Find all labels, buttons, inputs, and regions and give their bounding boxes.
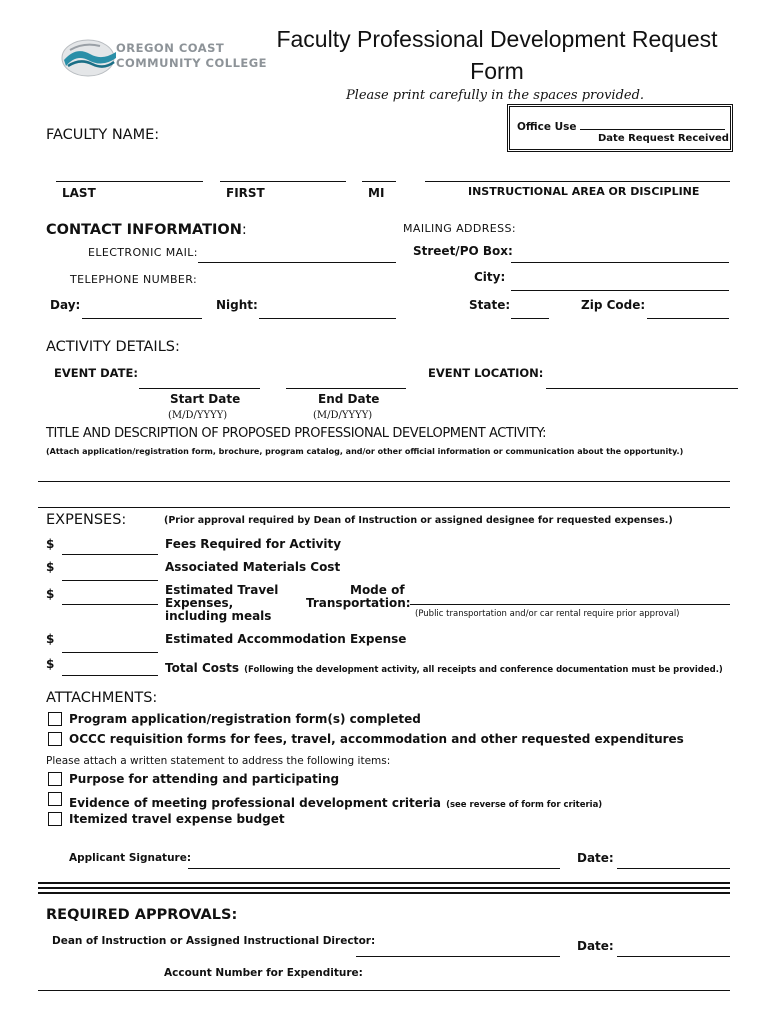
- travel-label-1: Estimated Travel: [165, 583, 279, 597]
- attachment-item-1: Program application/registration form(s) completed: [69, 712, 421, 726]
- state-field[interactable]: [511, 318, 549, 319]
- end-date-format: (M/D/YYYY): [313, 410, 373, 421]
- wave-logo-icon: [60, 36, 120, 80]
- start-date-format: (M/D/YYYY): [168, 410, 228, 421]
- attachment-item-4: [69, 792, 602, 811]
- contact-heading-text: CONTACT INFORMATION: [46, 222, 242, 238]
- section-divider-mid: [38, 887, 730, 889]
- instructional-area-label: INSTRUCTIONAL AREA OR DISCIPLINE: [468, 185, 700, 198]
- travel-label-2: Expenses,: [165, 596, 234, 610]
- attachments-heading: ATTACHMENTS:: [46, 690, 158, 706]
- approval-date-field[interactable]: [617, 956, 730, 957]
- description-line-1[interactable]: [38, 481, 730, 482]
- city-field[interactable]: [511, 290, 729, 291]
- end-date-label: End Date: [318, 392, 380, 406]
- last-name-field[interactable]: [56, 181, 203, 182]
- checkbox-program-application[interactable]: [48, 712, 62, 726]
- faculty-name-label: FACULTY NAME:: [46, 127, 160, 143]
- total-amount-field[interactable]: [62, 675, 158, 676]
- last-label: LAST: [62, 186, 96, 200]
- mode-label-1: Mode of: [350, 583, 405, 597]
- activity-details-heading: ACTIVITY DETAILS:: [46, 339, 180, 355]
- street-label: Street/PO Box:: [413, 244, 513, 258]
- currency-fees: $: [46, 537, 55, 551]
- end-date-field[interactable]: [286, 388, 406, 389]
- account-number-label: Account Number for Expenditure:: [164, 967, 363, 979]
- total-costs-text: Total Costs: [165, 661, 240, 675]
- checkbox-requisition-forms[interactable]: [48, 732, 62, 746]
- mi-label: MI: [368, 186, 385, 200]
- materials-amount-field[interactable]: [62, 580, 158, 581]
- event-location-field[interactable]: [546, 388, 738, 389]
- attachment-item-4-text: Evidence of meeting professional development criteria: [69, 796, 441, 810]
- total-costs-label: [165, 657, 723, 676]
- checkbox-travel-budget[interactable]: [48, 812, 62, 826]
- zip-code-field[interactable]: [647, 318, 729, 319]
- attachment-item-3: Purpose for attending and participating: [69, 772, 340, 786]
- applicant-date-label: Date:: [577, 851, 614, 865]
- expenses-note: (Prior approval required by Dean of Instruction or assigned designee for requested expenses.): [164, 515, 673, 526]
- contact-information-heading: [46, 222, 247, 238]
- checkbox-evidence-criteria[interactable]: [48, 792, 62, 806]
- travel-amount-field[interactable]: [62, 604, 158, 605]
- zip-code-label: Zip Code:: [581, 298, 646, 312]
- attach-note: (Attach application/registration form, brochure, program catalog, and/or other official information or communication about the opportunity.): [46, 447, 684, 456]
- office-use-box: [507, 104, 733, 152]
- attachment-item-2: OCCC requisition forms for fees, travel, accommodation and other requested expenditures: [69, 732, 684, 746]
- dean-label: Dean of Instruction or Assigned Instructional Director:: [52, 935, 376, 947]
- office-use-label: Office Use: [517, 121, 577, 133]
- college-name-line2: COMMUNITY COLLEGE: [116, 56, 268, 70]
- required-approvals-heading: REQUIRED APPROVALS:: [46, 907, 238, 923]
- night-phone-field[interactable]: [259, 318, 396, 319]
- title-description-label: TITLE AND DESCRIPTION OF PROPOSED PROFESSIONAL DEVELOPMENT ACTIVITY:: [46, 426, 547, 441]
- account-number-field[interactable]: [38, 990, 730, 991]
- currency-travel: $: [46, 587, 55, 601]
- applicant-signature-field[interactable]: [188, 868, 560, 869]
- office-use-line: [580, 129, 725, 130]
- applicant-date-field[interactable]: [617, 868, 730, 869]
- total-costs-note: (Following the development activity, all receipts and conference documentation must be provided.): [244, 665, 723, 675]
- description-line-2[interactable]: [38, 507, 730, 508]
- form-title-line2: Form: [470, 58, 524, 84]
- start-date-field[interactable]: [139, 388, 260, 389]
- currency-accommodation: $: [46, 632, 55, 646]
- checkbox-purpose[interactable]: [48, 772, 62, 786]
- accommodation-amount-field[interactable]: [62, 652, 158, 653]
- city-label: City:: [474, 270, 506, 284]
- accommodation-label: Estimated Accommodation Expense: [165, 632, 407, 646]
- start-date-label: Start Date: [170, 392, 241, 406]
- form-title-line1: Faculty Professional Development Request: [276, 26, 718, 52]
- written-statement-instruction: Please attach a written statement to address the following items:: [46, 755, 391, 767]
- telephone-number-label: TELEPHONE NUMBER:: [70, 273, 198, 286]
- mode-label-2: Transportation:: [306, 596, 411, 610]
- section-divider-top: [38, 882, 730, 884]
- fees-label: Fees Required for Activity: [165, 537, 342, 551]
- day-label: Day:: [50, 298, 81, 312]
- electronic-mail-label: ELECTRONIC MAIL:: [88, 246, 198, 259]
- attachment-item-5: Itemized travel expense budget: [69, 812, 285, 826]
- first-name-field[interactable]: [220, 181, 346, 182]
- day-phone-field[interactable]: [82, 318, 202, 319]
- electronic-mail-field[interactable]: [198, 262, 396, 263]
- mailing-address-label: MAILING ADDRESS:: [403, 222, 517, 235]
- materials-label: Associated Materials Cost: [165, 560, 341, 574]
- state-label: State:: [469, 298, 511, 312]
- fees-amount-field[interactable]: [62, 554, 158, 555]
- event-location-label: EVENT LOCATION:: [428, 366, 544, 380]
- contact-heading-colon: :: [241, 222, 247, 238]
- dean-signature-field[interactable]: [356, 956, 560, 957]
- section-divider-bottom: [38, 892, 730, 894]
- street-field[interactable]: [511, 262, 729, 263]
- travel-label-3: including meals: [165, 609, 272, 623]
- applicant-signature-label: Applicant Signature:: [69, 852, 192, 864]
- mi-field[interactable]: [362, 181, 396, 182]
- date-request-received-label: Date Request Received: [598, 133, 729, 144]
- college-name-line1: OREGON COAST: [116, 41, 225, 55]
- transportation-note: (Public transportation and/or car rental require prior approval): [415, 609, 680, 619]
- attachment-item-4-note: (see reverse of form for criteria): [446, 800, 603, 810]
- expenses-heading: EXPENSES:: [46, 512, 127, 528]
- night-label: Night:: [216, 298, 258, 312]
- form-subtitle: Please print carefully in the spaces provided.: [345, 88, 645, 103]
- college-logo: [60, 36, 268, 80]
- transportation-mode-field[interactable]: [410, 604, 730, 605]
- event-date-label: EVENT DATE:: [54, 366, 138, 380]
- currency-total: $: [46, 657, 55, 671]
- currency-materials: $: [46, 560, 55, 574]
- first-label: FIRST: [226, 186, 265, 200]
- instructional-area-field[interactable]: [425, 181, 730, 182]
- approval-date-label: Date:: [577, 939, 614, 953]
